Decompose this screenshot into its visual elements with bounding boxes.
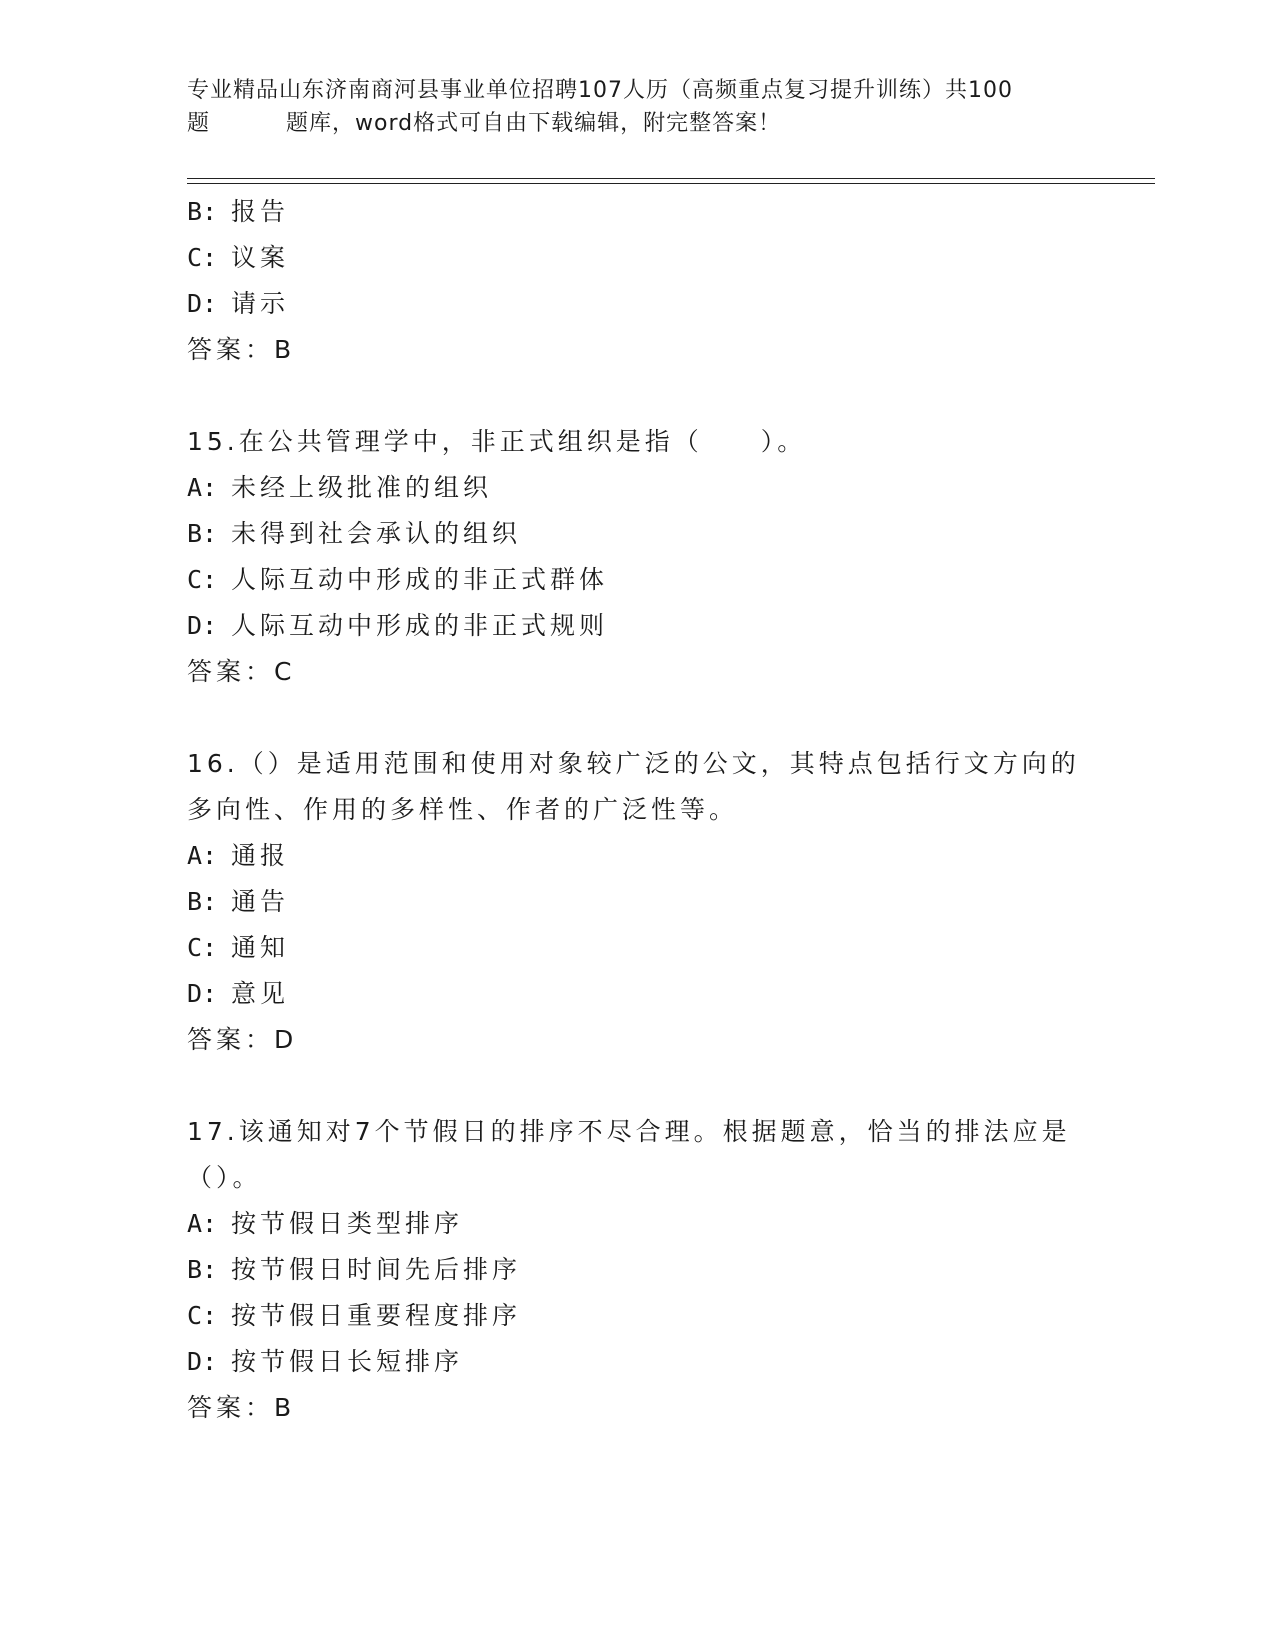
question-list (187, 189, 1107, 1431)
option-key: D: (187, 611, 218, 640)
option-c (187, 925, 1107, 971)
option-key: C: (187, 565, 218, 594)
answer-line (187, 1017, 1107, 1063)
header-divider-top (187, 178, 1155, 179)
option-key: D: (187, 1347, 218, 1376)
answer-value: B (274, 335, 292, 364)
option-c (187, 557, 1107, 603)
question-stem-line2: 多向性、作用的多样性、作者的广泛性等。 (187, 795, 739, 824)
option-key: D: (187, 289, 218, 318)
answer-line (187, 649, 1107, 695)
option-a (187, 465, 1107, 511)
option-d (187, 1339, 1107, 1385)
option-key: D: (187, 979, 218, 1008)
question-stem: 15.在公共管理学中，非正式组织是指（ ）。 (187, 427, 807, 456)
header-title-line2-left: 题 (187, 111, 211, 136)
answer-value: C (274, 657, 292, 686)
option-text: 通告 (231, 887, 290, 916)
option-text: 报告 (231, 197, 290, 226)
answer-label: 答案： (187, 1025, 275, 1054)
option-text: 按节假日重要程度排序 (231, 1301, 522, 1330)
option-text: 未得到社会承认的组织 (231, 519, 522, 548)
option-key: B: (187, 887, 218, 916)
option-text: 议案 (231, 243, 290, 272)
option-text: 按节假日时间先后排序 (231, 1255, 522, 1284)
answer-line (187, 1385, 1107, 1431)
option-b (187, 1247, 1107, 1293)
answer-label: 答案： (187, 1393, 275, 1422)
option-key: C: (187, 933, 218, 962)
answer-value: D (274, 1025, 294, 1054)
question-16 (187, 741, 1107, 1063)
option-key: B: (187, 197, 218, 226)
question-stem-line1: 17.该通知对7个节假日的排序不尽合理。根据题意，恰当的排法应是 (187, 1117, 1071, 1146)
answer-value: B (274, 1393, 292, 1422)
option-a (187, 1201, 1107, 1247)
option-b (187, 511, 1107, 557)
question-stem-line1: 16.（）是适用范围和使用对象较广泛的公文，其特点包括行文方向的 (187, 749, 1080, 778)
question-15 (187, 419, 1107, 695)
header-title-line1: 专业精品山东济南商河县事业单位招聘107人历（高频重点复习提升训练）共100 (187, 78, 1013, 103)
option-text: 按节假日长短排序 (231, 1347, 464, 1376)
option-c (187, 235, 1107, 281)
option-text: 通知 (231, 933, 290, 962)
option-b (187, 879, 1107, 925)
option-key: A: (187, 473, 218, 502)
answer-label: 答案： (187, 335, 275, 364)
option-b (187, 189, 1107, 235)
option-text: 按节假日类型排序 (231, 1209, 464, 1238)
option-text: 请示 (231, 289, 290, 318)
option-key: B: (187, 1255, 218, 1284)
option-c (187, 1293, 1107, 1339)
option-text: 未经上级批准的组织 (231, 473, 493, 502)
header-title-line2-right: 题库，word格式可自由下载编辑，附完整答案！ (286, 111, 782, 136)
question-14-tail (187, 189, 1107, 373)
option-key: A: (187, 1209, 218, 1238)
option-key: C: (187, 1301, 218, 1330)
option-text: 通报 (231, 841, 290, 870)
option-d (187, 603, 1107, 649)
question-17 (187, 1109, 1107, 1431)
option-text: 人际互动中形成的非正式规则 (231, 611, 609, 640)
option-d (187, 281, 1107, 327)
answer-label: 答案： (187, 657, 275, 686)
header-title-line2 (187, 107, 1087, 140)
page-header (187, 74, 1087, 140)
option-text: 人际互动中形成的非正式群体 (231, 565, 609, 594)
option-key: A: (187, 841, 218, 870)
question-stem-line2: （）。 (187, 1163, 262, 1192)
option-d (187, 971, 1107, 1017)
option-text: 意见 (231, 979, 290, 1008)
option-key: B: (187, 519, 218, 548)
option-key: C: (187, 243, 218, 272)
header-divider-bottom (187, 183, 1155, 184)
option-a (187, 833, 1107, 879)
answer-line (187, 327, 1107, 373)
